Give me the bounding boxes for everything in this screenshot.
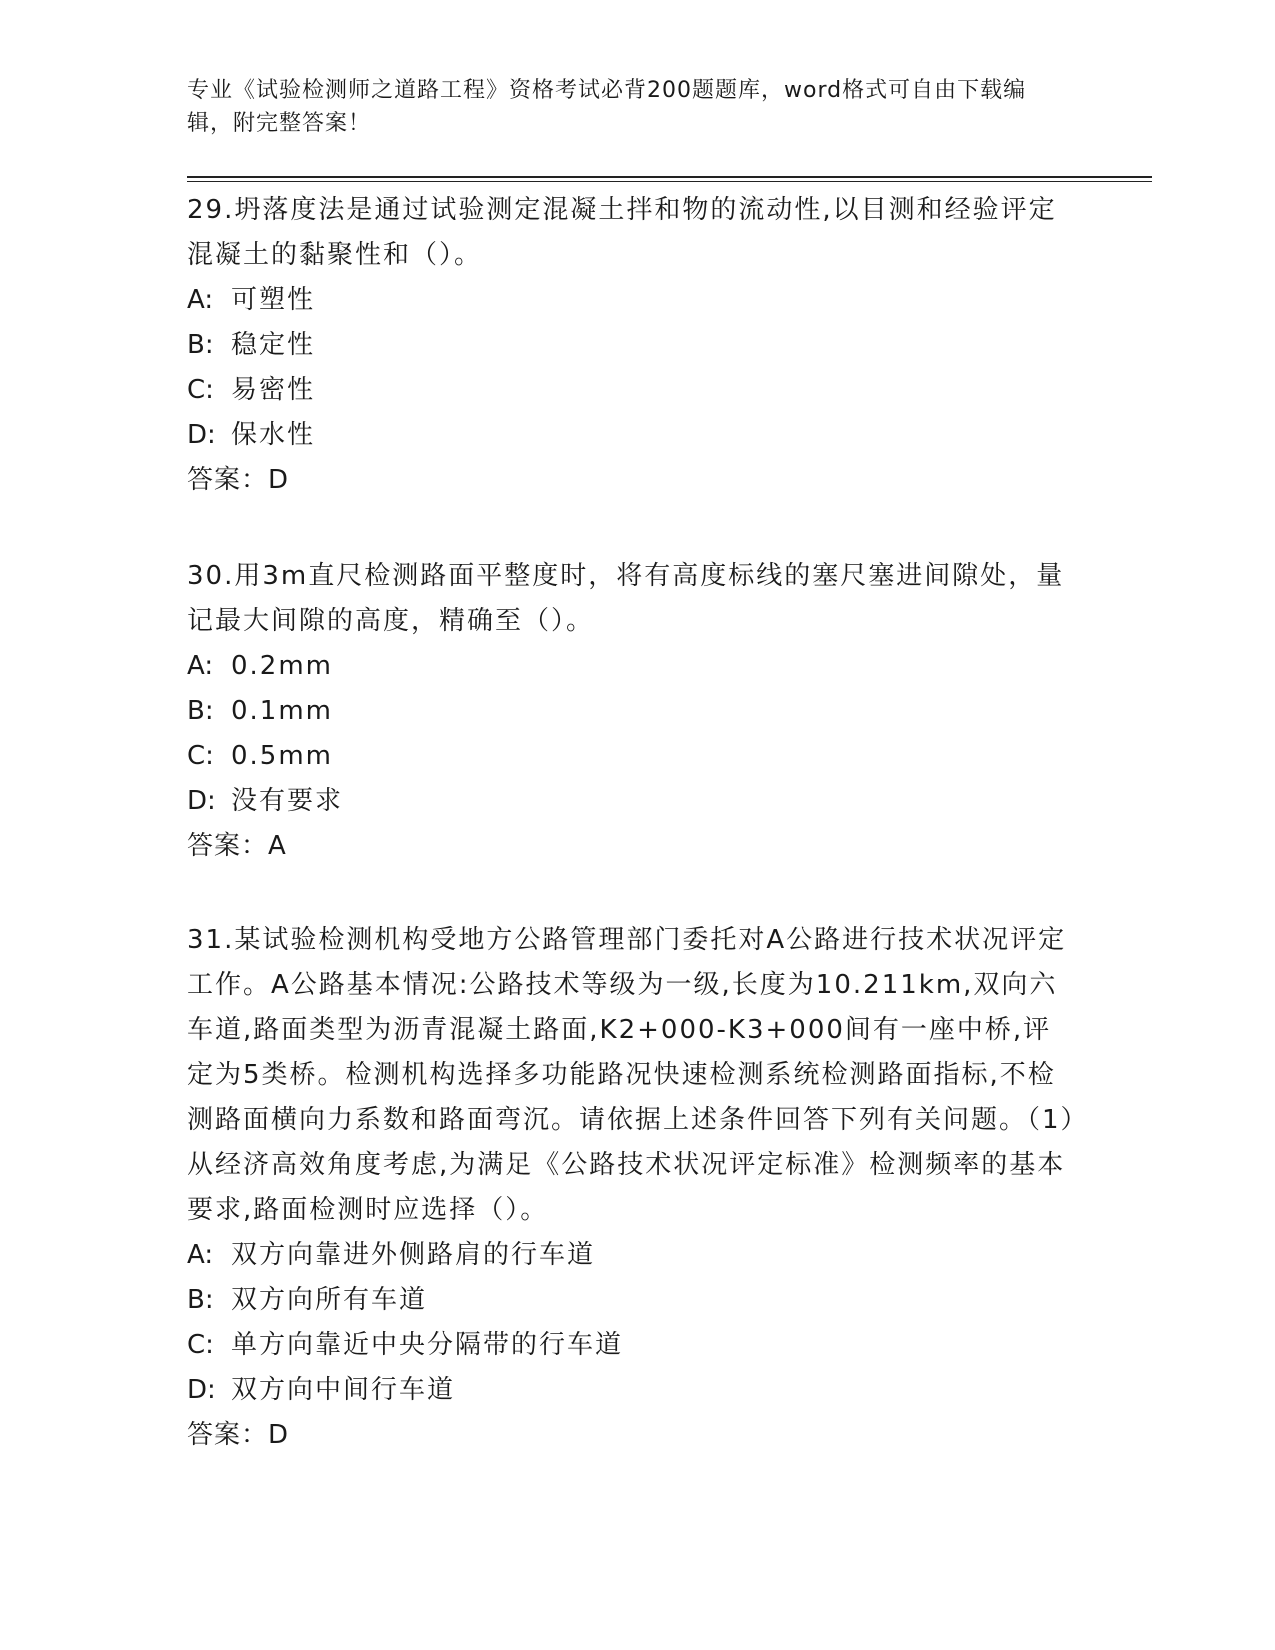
option-key: B:: [187, 1285, 214, 1315]
question-stem: 30.用3m直尺检测路面平整度时，将有高度标线的塞尺塞进间隙处，量记最大间隙的高度，精确至（）。: [187, 561, 1065, 636]
option-text: 稳定性: [231, 330, 316, 360]
option-text: 双方向靠进外侧路肩的行车道: [231, 1240, 596, 1270]
option-key: D:: [187, 420, 216, 450]
option-text: 易密性: [231, 375, 316, 405]
option-text: 0.5mm: [231, 741, 334, 771]
option-b: [187, 689, 1077, 734]
option-key: A:: [187, 1240, 214, 1270]
question-31: [187, 918, 1077, 1458]
option-a: [187, 644, 1077, 689]
option-text: 0.2mm: [231, 651, 334, 681]
question-29: [187, 188, 1077, 503]
answer-line: 答案：D: [187, 465, 290, 495]
question-30: [187, 554, 1077, 869]
option-text: 没有要求: [231, 786, 344, 816]
header-divider-thick: [187, 176, 1152, 178]
option-key: C:: [187, 375, 214, 405]
document-header: 专业《试验检测师之道路工程》资格考试必背200题题库，word格式可自由下载编辑，附完整答案！: [187, 78, 1027, 136]
option-b: [187, 1278, 1077, 1323]
option-c: [187, 1323, 1077, 1368]
option-d: [187, 413, 1077, 458]
option-d: [187, 779, 1077, 824]
option-key: A:: [187, 651, 214, 681]
question-stem: 31.某试验检测机构受地方公路管理部门委托对A公路进行技术状况评定工作。A公路基本情况:公路技术等级为一级,长度为10.211km,双向六车道,路面类型为沥青混凝土路面,K2+000-K3+000间有一座中桥,评定为5类桥。检测机构选择多功能路况快速检测系统检测路面指标,不检测路面横向力系数和路面弯沉。请依据上述条件回答下列有关问题。（1）从经济高效角度考虑,为满足《公路技术状况评定标准》检测频率的基本要求,路面检测时应选择（）。: [187, 925, 1076, 1225]
option-key: B:: [187, 696, 214, 726]
option-text: 单方向靠近中央分隔带的行车道: [231, 1330, 624, 1360]
option-c: [187, 734, 1077, 779]
option-text: 保水性: [231, 420, 316, 450]
option-text: 双方向中间行车道: [231, 1375, 456, 1405]
option-d: [187, 1368, 1077, 1413]
option-text: 双方向所有车道: [231, 1285, 428, 1315]
option-a: [187, 1233, 1077, 1278]
option-key: D:: [187, 786, 216, 816]
answer-line: 答案：A: [187, 831, 287, 861]
option-key: B:: [187, 330, 214, 360]
option-a: [187, 278, 1077, 323]
answer-line: 答案：D: [187, 1420, 290, 1450]
option-key: C:: [187, 741, 214, 771]
option-key: A:: [187, 285, 214, 315]
option-text: 0.1mm: [231, 696, 334, 726]
option-text: 可塑性: [231, 285, 316, 315]
header-divider-thin: [187, 181, 1152, 182]
question-stem: 29.坍落度法是通过试验测定混凝土拌和物的流动性,以目测和经验评定混凝土的黏聚性和（）。: [187, 195, 1057, 270]
option-key: C:: [187, 1330, 214, 1360]
option-c: [187, 368, 1077, 413]
option-key: D:: [187, 1375, 216, 1405]
option-b: [187, 323, 1077, 368]
